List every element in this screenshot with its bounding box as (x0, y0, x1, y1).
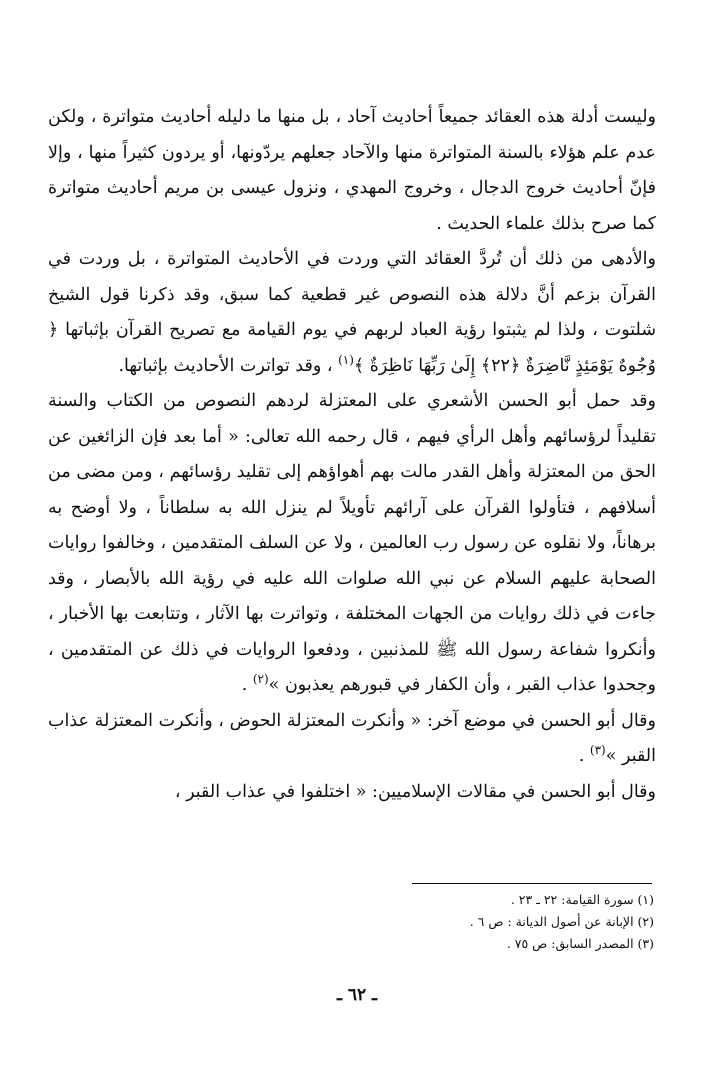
footnote-ref-3: (٣) (589, 743, 606, 758)
paragraph-3-text: وقد حمل أبو الحسن الأشعري على المعتزلة لردهم النصوص من الكتاب والسنة تقليداً لرؤسائهم وأهل الرأي فيهم ، قال رحمه الله تعالى: « أما بعد فإن الزائغين عن الحق من المعتزلة وأهل القدر مالت بهم أهواؤهم إلى تقليد رؤسائهم ، ومن مضى من أسلافهم ، فتأولوا القرآن على آرائهم تأويلاً لم ينزل الله به سلطاناً ، ولا أوضح به برهاناً، ولا نقلوه عن رسول رب العالمين ، ولا عن السلف المتقدمين ، وخالفوا روايات الصحابة عليهم السلام عن نبي الله صلوات الله عليه في رؤية الله بالأبصار ، وقد جاءت في ذلك روايات من الجهات المختلفة ، وتواترت بها الآثار ، وتتابعت بها الأخبار ، وأنكروا شفاعة رسول الله ﷺ للمذنبين ، ودفعوا الروايات في ذلك عن المتقدمين ، وجحدوا عذاب القبر ، وأن الكفار في قبورهم يعذبون » (48, 391, 656, 695)
footnote-2: (٢) الإبانة عن أصول الديانة : ص ٦ . (469, 914, 654, 929)
paragraph-2-tail: ، وقد تواترت الأحاديث بإثباتها. (118, 355, 333, 376)
footnote-3: (٣) المصدر السابق: ص ٧٥ . (506, 936, 654, 951)
paragraph-1-text: وليست أدلة هذه العقائد جميعاً أحاديث آحاد ، بل منها ما دليله أحاديث متواترة ، ولكن عدم علم هؤلاء بالسنة المتواترة منها والآحاد جعلهم يردّونها، أو يردون كثيراً منها ، وإلا فإنّ أحاديث خروج الدجال ، وخروج المهدي ، ونزول عيسى بن مريم أحاديث متواترة كما صرح بذلك علماء الحديث . (48, 107, 656, 234)
main-text (48, 100, 656, 810)
footnote-1: (١) سورة القيامة: ٢٢ ـ ٢٣ . (510, 892, 654, 907)
paragraph-1 (48, 100, 656, 242)
paragraph-4-tail: . (578, 746, 585, 766)
footnote-ref-1: (١) (338, 352, 354, 367)
paragraph-5-text: وقال أبو الحسن في مقالات الإسلاميين: « اختلفوا في عذاب القبر ، (174, 781, 656, 802)
paragraph-3 (48, 384, 656, 704)
paragraph-4 (48, 704, 656, 775)
footnotes (254, 889, 654, 955)
paragraph-2 (48, 242, 656, 384)
paragraph-4-text: وقال أبو الحسن في موضع آخر: « وأنكرت المعتزلة الحوض ، وأنكرت المعتزلة عذاب القبر » (48, 710, 656, 766)
quran-verse: ﴿ وُجُوهٌ يَوْمَئِذٍ نَّاضِرَةٌ ﴿٢٢﴾ إِلَىٰ رَبِّهَا نَاظِرَةٌ ﴾ (48, 320, 656, 376)
footnote-ref-2: (٢) (252, 672, 269, 687)
paragraph-5 (48, 775, 656, 811)
paragraph-3-tail: . (241, 675, 248, 695)
paragraph-2-text: والأدهى من ذلك أن تُردَّ العقائد التي وردت في الأحاديث المتواترة ، بل وردت في القرآن بزعم أنَّ دلالة هذه النصوص غير قطعية كما سبق، وقد ذكرنا قول الشيخ شلتوت ، ولذا لم يثبتوا رؤية العباد لربهم في يوم القيامة مع تصريح القرآن بإثباتها (48, 249, 656, 340)
footnote-divider (412, 883, 652, 884)
page-number: ـ ٦٢ ـ (336, 985, 378, 1005)
